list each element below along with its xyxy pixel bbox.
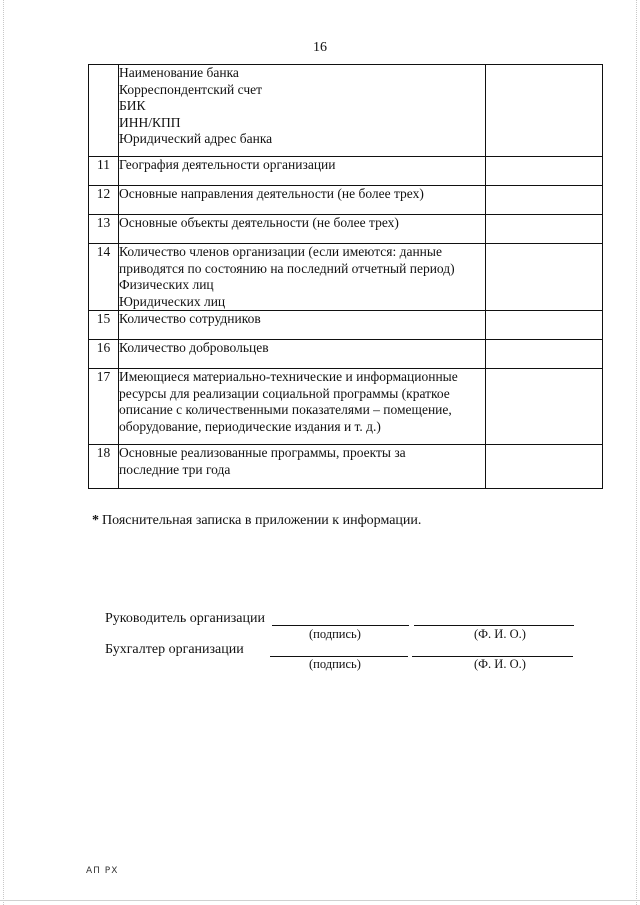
table-row bbox=[89, 157, 603, 186]
row-label bbox=[119, 340, 486, 369]
row-label bbox=[119, 215, 486, 244]
row-label-line: Имеющиеся материально-технические и информационные bbox=[119, 369, 458, 384]
row-value-cell[interactable] bbox=[486, 445, 603, 489]
table-row bbox=[89, 340, 603, 369]
table-body bbox=[89, 65, 603, 489]
footnote-star: * bbox=[92, 513, 99, 528]
table-row bbox=[89, 445, 603, 489]
accountant-signature-label: Бухгалтер организации bbox=[105, 642, 244, 657]
row-label-line: Корреспондентский счет bbox=[119, 81, 263, 97]
row-value-cell[interactable] bbox=[486, 369, 603, 445]
organization-info-table bbox=[88, 64, 603, 489]
row-value-cell[interactable] bbox=[486, 311, 603, 340]
left-margin-rule bbox=[3, 0, 4, 905]
row-label-line: Основные объекты деятельности (не более трех) bbox=[119, 215, 399, 230]
row-label bbox=[119, 445, 486, 489]
row-number: 12 bbox=[89, 186, 119, 215]
page-number: 16 bbox=[313, 40, 327, 55]
row-label-line: Количество сотрудников bbox=[119, 311, 261, 326]
table-row bbox=[89, 311, 603, 340]
row-label bbox=[119, 157, 486, 186]
row-label-line: Юридических лиц bbox=[119, 293, 226, 309]
row-label-line: Основные направления деятельности (не более трех) bbox=[119, 186, 424, 201]
row-label-line: БИК bbox=[119, 98, 146, 113]
row-value-cell[interactable] bbox=[486, 215, 603, 244]
row-number: 11 bbox=[89, 157, 119, 186]
table-row bbox=[89, 186, 603, 215]
footnote-text: Пояснительная записка в приложении к информации. bbox=[102, 513, 422, 528]
row-label-line: ресурсы для реализации социальной программы (краткое bbox=[119, 385, 450, 401]
accountant-name-caption: (Ф. И. О.) bbox=[474, 657, 526, 671]
row-label-line: Количество добровольцев bbox=[119, 340, 269, 355]
row-label-line: последние три года bbox=[119, 461, 231, 477]
footnote bbox=[92, 513, 421, 529]
row-number: 13 bbox=[89, 215, 119, 244]
row-label-line: Юридический адрес банка bbox=[119, 131, 273, 146]
row-value-cell[interactable] bbox=[486, 157, 603, 186]
row-label bbox=[119, 311, 486, 340]
row-value-cell[interactable] bbox=[486, 65, 603, 157]
head-name-caption: (Ф. И. О.) bbox=[474, 627, 526, 641]
row-label-line: описание с количественными показателями – помещение, bbox=[119, 402, 452, 417]
row-label-line: Наименование банка bbox=[119, 65, 239, 80]
table-row bbox=[89, 244, 603, 311]
row-label bbox=[119, 65, 486, 157]
row-number: 14 bbox=[89, 244, 119, 311]
row-label-line: Основные реализованные программы, проекты за bbox=[119, 445, 406, 460]
right-margin-rule bbox=[636, 0, 637, 905]
head-signature-line bbox=[272, 625, 409, 626]
archive-stamp: АП РХ bbox=[86, 866, 119, 876]
table-row bbox=[89, 215, 603, 244]
table-row bbox=[89, 65, 603, 157]
row-value-cell[interactable] bbox=[486, 186, 603, 215]
row-label-line: Количество членов организации (если имеются: данные bbox=[119, 244, 442, 259]
row-label bbox=[119, 369, 486, 445]
row-label-line: География деятельности организации bbox=[119, 157, 336, 172]
row-label-line: Физических лиц bbox=[119, 277, 214, 292]
row-label bbox=[119, 244, 486, 311]
row-number: 16 bbox=[89, 340, 119, 369]
accountant-signature-caption: (подпись) bbox=[309, 657, 361, 671]
row-label-line: приводятся по состоянию на последний отчетный период) bbox=[119, 260, 455, 276]
row-label bbox=[119, 186, 486, 215]
head-signature-caption: (подпись) bbox=[309, 627, 361, 641]
row-number: 18 bbox=[89, 445, 119, 489]
bottom-rule bbox=[0, 900, 640, 901]
row-number bbox=[89, 65, 119, 157]
head-name-line bbox=[414, 625, 574, 626]
row-value-cell[interactable] bbox=[486, 340, 603, 369]
table-row bbox=[89, 369, 603, 445]
head-signature-label: Руководитель организации bbox=[105, 611, 265, 626]
row-number: 17 bbox=[89, 369, 119, 445]
row-value-cell[interactable] bbox=[486, 244, 603, 311]
row-number: 15 bbox=[89, 311, 119, 340]
row-label-line: оборудование, периодические издания и т. д.) bbox=[119, 418, 381, 434]
row-label-line: ИНН/КПП bbox=[119, 114, 181, 130]
